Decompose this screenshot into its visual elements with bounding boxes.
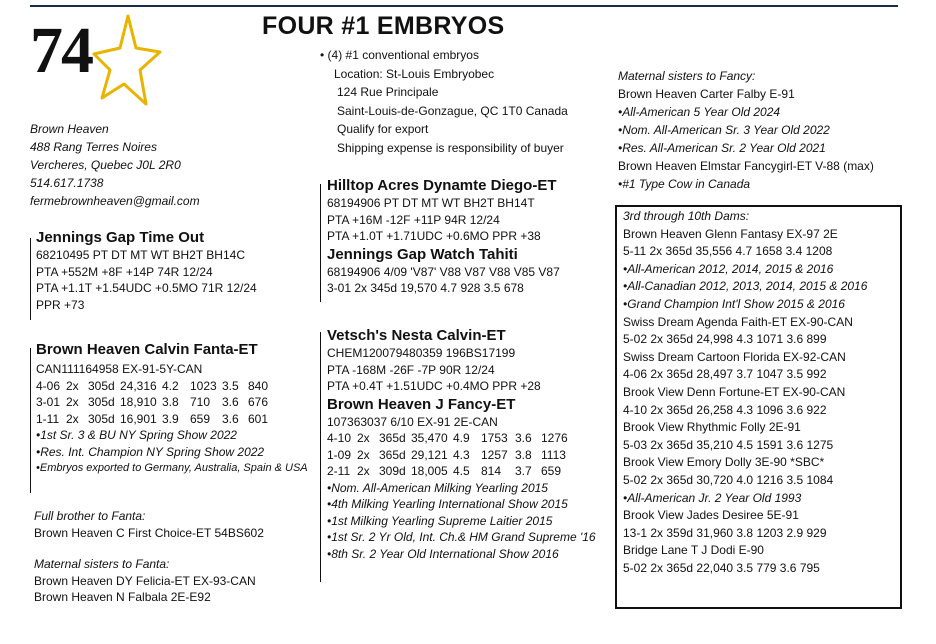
record-cell: 2x <box>66 378 79 393</box>
grandsire-section <box>327 326 596 562</box>
record-cell: 305d <box>88 411 115 426</box>
award-line: •Nom. All-American Sr. 3 Year Old 2022 <box>618 123 830 137</box>
top-rule <box>30 5 898 7</box>
offer-line: Shipping expense is responsibility of buyer <box>337 140 564 155</box>
award-line: •Res. All-American Sr. 2 Year Old 2021 <box>618 141 826 155</box>
consignor-name: Brown Heaven <box>30 122 109 136</box>
dam-record: 4-10 2x 365d 26,258 4.3 1096 3.6 922 <box>623 402 827 417</box>
award-line: •Grand Champion Int'l Show 2015 & 2016 <box>623 296 845 311</box>
dam-name: Brook View Jades Desiree 5E-91 <box>623 508 799 523</box>
record-cell: 3.8 <box>162 395 179 409</box>
granddam-line: 68194906 4/09 'V87' V88 V87 V88 V85 V87 <box>327 264 560 279</box>
dam-name: Brook View Denn Fortune-ET EX-90-CAN <box>623 384 846 399</box>
record-cell: 2x <box>357 447 370 462</box>
dam-record: 5-02 2x 365d 24,998 4.3 1071 3.6 899 <box>623 332 827 347</box>
record-cell: 1753 <box>481 431 508 445</box>
offer-details <box>320 46 568 157</box>
record-cell: 3.6 <box>515 431 532 445</box>
pedigree-bracket <box>30 238 31 320</box>
grandsire-section <box>327 176 560 297</box>
offer-line: Location: St-Louis Embryobec <box>334 66 495 81</box>
record-cell: 3.5 <box>222 378 239 393</box>
sire-line: PPR +73 <box>36 297 85 312</box>
sister-line: Brown Heaven Carter Falby E-91 <box>618 87 795 101</box>
dam-name: Swiss Dream Agenda Faith-ET EX-90-CAN <box>623 314 853 329</box>
record-cell: 1113 <box>541 447 566 462</box>
award-line: •All-Canadian 2012, 2013, 2014, 2015 & 2016 <box>623 279 868 294</box>
record-cell: 814 <box>481 464 502 478</box>
phone: 514.617.1738 <box>30 176 104 190</box>
record-row <box>36 378 308 395</box>
granddam-line: 3-01 2x 345d 19,570 4.7 928 3.5 678 <box>327 281 524 295</box>
granddam-id-line: 107363037 6/10 EX-91 2E-CAN <box>327 414 498 429</box>
record-cell: 1257 <box>481 447 508 462</box>
record-row <box>327 463 596 480</box>
record-cell: 365d <box>379 447 406 462</box>
dam-section <box>36 340 308 477</box>
lactation-records <box>36 378 308 428</box>
award-line: •All-American 5 Year Old 2024 <box>618 105 781 119</box>
address-line-2: Vercheres, Quebec J0L 2R0 <box>30 158 181 172</box>
sire-section <box>36 228 257 313</box>
grandsire-line: PTA -168M -26F -7P 90R 12/24 <box>327 362 495 377</box>
record-cell: 16,901 <box>120 411 157 426</box>
record-cell: 710 <box>190 395 211 409</box>
award-line: •8th Sr. 2 Year Old International Show 2016 <box>327 546 559 561</box>
record-cell: 309d <box>379 464 406 478</box>
lactation-records <box>327 430 596 480</box>
email: fermebrownheaven@gmail.com <box>30 194 200 208</box>
record-cell: 2x <box>66 411 79 426</box>
record-cell: 3.7 <box>515 464 532 478</box>
sister-line: Brown Heaven N Falbala 2E-E92 <box>34 590 211 604</box>
offer-line: 124 Rue Principale <box>337 85 439 99</box>
dam-record: 5-02 2x 365d 30,720 4.0 1216 3.5 1084 <box>623 472 834 487</box>
record-cell: 24,316 <box>120 378 157 393</box>
sire-line: PTA +1.1T +1.54UDC +0.5MO 71R 12/24 <box>36 281 257 295</box>
record-cell: 659 <box>541 464 562 478</box>
grandsire-name: Hilltop Acres Dynamte Diego-ET <box>327 177 557 194</box>
record-cell: 1276 <box>541 431 568 445</box>
record-cell: 601 <box>248 411 269 426</box>
record-cell: 3.6 <box>222 411 239 426</box>
record-cell: 305d <box>88 378 115 393</box>
address-line-1: 488 Rang Terres Noires <box>30 140 157 154</box>
award-line: •1st Milking Yearling Supreme Laitier 2015 <box>327 513 553 528</box>
record-cell: 18,910 <box>120 395 157 409</box>
record-row <box>36 411 308 428</box>
consignor-address <box>30 120 200 210</box>
record-cell: 840 <box>248 378 269 393</box>
record-cell: 4.3 <box>453 447 470 462</box>
offer-line: Saint-Louis-de-Gonzague, QC 1T0 Canada <box>337 103 568 118</box>
lot-number: 74 <box>30 14 92 87</box>
grandsire-line: 68194906 PT DT MT WT BH2T BH14T <box>327 196 535 210</box>
pedigree-bracket <box>320 184 321 302</box>
grandsire-line: CHEM120079480359 196BS17199 <box>327 346 516 360</box>
record-cell: 659 <box>190 411 211 426</box>
record-cell: 1-11 <box>36 411 60 426</box>
record-cell: 2-11 <box>327 464 351 478</box>
section-heading: Maternal sisters to Fanta: <box>34 557 170 571</box>
maternal-sisters-fancy <box>618 67 874 193</box>
offer-line: Qualify for export <box>337 122 429 136</box>
record-cell: 2x <box>357 464 370 478</box>
brother-line: Brown Heaven C First Choice-ET 54BS602 <box>34 525 264 540</box>
dam-record: 13-1 2x 359d 31,960 3.8 1203 2.9 929 <box>623 525 827 540</box>
dam-name: Brook View Rhythmic Folly 2E-91 <box>623 420 801 435</box>
award-line: •All-American Jr. 2 Year Old 1993 <box>623 490 802 505</box>
sire-line: 68210495 PT DT MT WT BH2T BH14C <box>36 248 245 262</box>
grandsire-name: Vetsch's Nesta Calvin-ET <box>327 327 506 344</box>
record-row <box>327 447 596 464</box>
record-cell: 29,121 <box>411 447 448 462</box>
dam-record: 5-02 2x 365d 22,040 3.5 779 3.6 795 <box>623 560 820 575</box>
record-cell: 3-01 <box>36 395 61 409</box>
record-cell: 1023 <box>190 378 217 393</box>
award-line: •All-American 2012, 2014, 2015 & 2016 <box>623 261 834 276</box>
section-heading: 3rd through 10th Dams: <box>623 209 750 223</box>
record-cell: 2x <box>357 431 370 445</box>
record-cell: 4-06 <box>36 378 61 393</box>
sister-line: Brown Heaven Elmstar Fancygirl-ET V-88 (max) <box>618 159 874 173</box>
sire-name: Jennings Gap Time Out <box>36 229 205 246</box>
dam-name: Bridge Lane T J Dodi E-90 <box>623 543 764 558</box>
dam-name: Brown Heaven Glenn Fantasy EX-97 2E <box>623 226 838 241</box>
dam-record: 4-06 2x 365d 28,497 3.7 1047 3.5 992 <box>623 367 827 382</box>
pedigree-bracket <box>30 348 31 493</box>
brother-section <box>34 508 264 541</box>
section-heading: Maternal sisters to Fancy: <box>618 69 756 83</box>
record-cell: 1-09 <box>327 447 352 462</box>
award-line: •Res. Int. Champion NY Spring Show 2022 <box>36 444 265 459</box>
sire-line: PTA +552M +8F +14P 74R 12/24 <box>36 264 213 279</box>
record-cell: 35,470 <box>411 431 448 445</box>
record-cell: 18,005 <box>411 464 448 478</box>
section-heading: Full brother to Fanta: <box>34 509 146 523</box>
grandsire-line: PTA +1.0T +1.71UDC +0.6MO PPR +38 <box>327 229 541 243</box>
award-line: •Nom. All-American Milking Yearling 2015 <box>327 480 548 495</box>
record-cell: 3.8 <box>515 447 532 462</box>
dam-id-line: CAN111164958 EX-91-5Y-CAN <box>36 362 203 376</box>
record-cell: 4-10 <box>327 431 352 445</box>
award-line: •Embryos exported to Germany, Australia, Spain & USA <box>36 462 308 474</box>
record-row <box>36 394 308 411</box>
grandsire-line: PTA +16M -12F +11P 94R 12/24 <box>327 212 500 227</box>
award-line: •#1 Type Cow in Canada <box>618 177 751 191</box>
star-outline-icon <box>84 12 162 110</box>
offer-line: • (4) #1 conventional embryos <box>320 48 479 62</box>
page-title: FOUR #1 EMBRYOS <box>262 12 505 40</box>
dam-record: 5-03 2x 365d 35,210 4.5 1591 3.6 1275 <box>623 437 834 452</box>
record-cell: 305d <box>88 395 115 409</box>
pedigree-bracket <box>320 332 321 582</box>
award-line: •4th Milking Yearling International Show 2015 <box>327 497 568 511</box>
record-cell: 3.9 <box>162 411 179 426</box>
dams-list <box>623 208 867 577</box>
record-cell: 676 <box>248 395 269 409</box>
dam-record: 5-11 2x 365d 35,556 4.7 1658 3.4 1208 <box>623 244 833 259</box>
record-cell: 3.6 <box>222 395 239 409</box>
dam-name: Brook View Emory Dolly 3E-90 *SBC* <box>623 455 825 470</box>
sister-line: Brown Heaven DY Felicia-ET EX-93-CAN <box>34 573 256 588</box>
dam-name: Brown Heaven Calvin Fanta-ET <box>36 341 258 358</box>
record-cell: 2x <box>66 395 79 409</box>
record-cell: 365d <box>379 431 406 445</box>
record-cell: 4.5 <box>453 464 470 478</box>
award-line: •1st Sr. 3 & BU NY Spring Show 2022 <box>36 428 237 442</box>
award-line: •1st Sr. 2 Yr Old, Int. Ch.& HM Grand Supreme '16 <box>327 530 596 544</box>
granddam-name: Jennings Gap Watch Tahiti <box>327 245 518 263</box>
record-cell: 4.2 <box>162 378 179 393</box>
dam-name: Swiss Dream Cartoon Florida EX-92-CAN <box>623 349 846 364</box>
maternal-sisters-fanta <box>34 556 256 606</box>
grandsire-line: PTA +0.4T +1.51UDC +0.4MO PPR +28 <box>327 379 541 393</box>
record-cell: 4.9 <box>453 431 470 445</box>
granddam-name: Brown Heaven J Fancy-ET <box>327 395 516 413</box>
record-row <box>327 430 596 447</box>
